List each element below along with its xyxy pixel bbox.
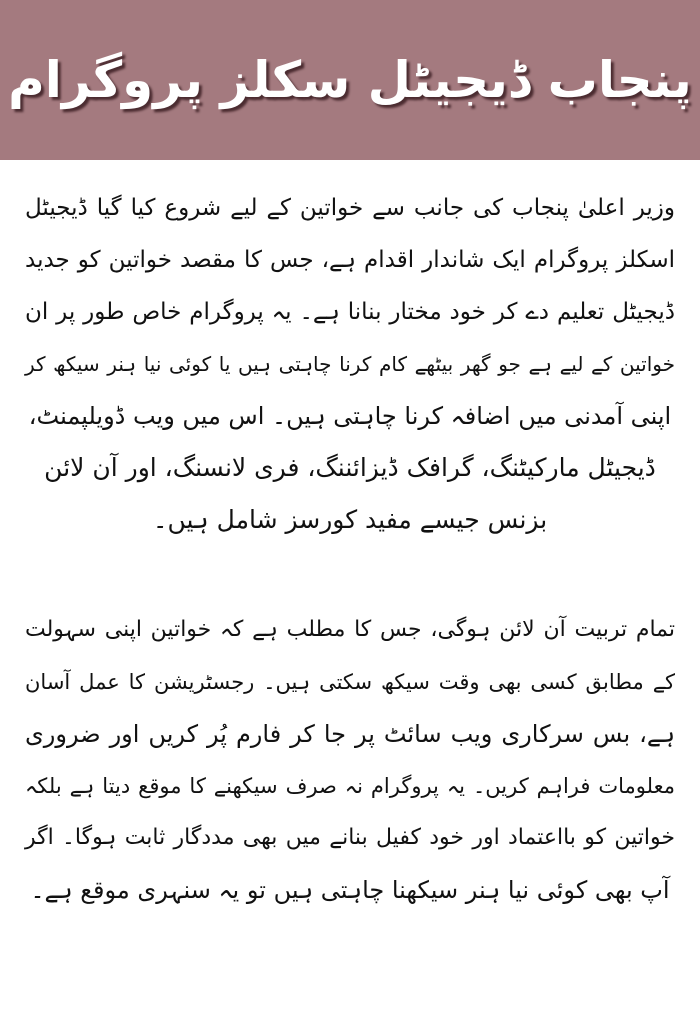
- text-line: ڈیجیٹل مارکیٹنگ، گرافک ڈیزائننگ، فری لانسنگ، اور آن لائن: [44, 453, 656, 482]
- text-line: آپ بھی کوئی نیا ہنر سیکھنا چاہتی ہیں تو یہ سنہری موقع ہے۔: [30, 876, 670, 904]
- text-line: کے مطابق کسی بھی وقت سیکھ سکتی ہیں۔ رجسٹریشن کا عمل آسان: [25, 670, 675, 694]
- text-line: اپنی آمدنی میں اضافہ کرنا چاہتی ہیں۔ اس میں ویب ڈویلپمنٹ،: [28, 402, 672, 430]
- text-line: خواتین کو بااعتماد اور خود کفیل بنانے میں بھی مددگار ثابت ہوگا۔ اگر: [25, 825, 675, 850]
- text-line: ڈیجیٹل تعلیم دے کر خود مختار بنانا ہے۔ یہ پروگرام خاص طور پر ان: [25, 299, 675, 325]
- page-title: پنجاب ڈیجیٹل سکلز پروگرام: [8, 51, 692, 109]
- paragraph-1: [25, 182, 675, 546]
- title-banner: [0, 0, 700, 160]
- text-line: معلومات فراہم کریں۔ یہ پروگرام نہ صرف سیکھنے کا موقع دیتا ہے بلکہ: [25, 774, 675, 798]
- text-line: اسکلز پروگرام ایک شاندار اقدام ہے، جس کا مقصد خواتین کو جدید: [25, 247, 675, 273]
- text-line: خواتین کے لیے ہے جو گھر بیٹھے کام کرنا چاہتی ہیں یا کوئی نیا ہنر سیکھ کر: [25, 352, 675, 376]
- text-line: تمام تربیت آن لائن ہوگی، جس کا مطلب ہے کہ خواتین اپنی سہولت: [25, 617, 675, 642]
- text-line: ہے، بس سرکاری ویب سائٹ پر جا کر فارم پُر کریں اور ضروری: [25, 720, 675, 748]
- text-line: بزنس جیسے مفید کورسز شامل ہیں۔: [152, 505, 548, 534]
- text-line: وزیر اعلیٰ پنجاب کی جانب سے خواتین کے لیے شروع کیا گیا ڈیجیٹل: [25, 195, 675, 221]
- paragraph-2: [25, 604, 675, 916]
